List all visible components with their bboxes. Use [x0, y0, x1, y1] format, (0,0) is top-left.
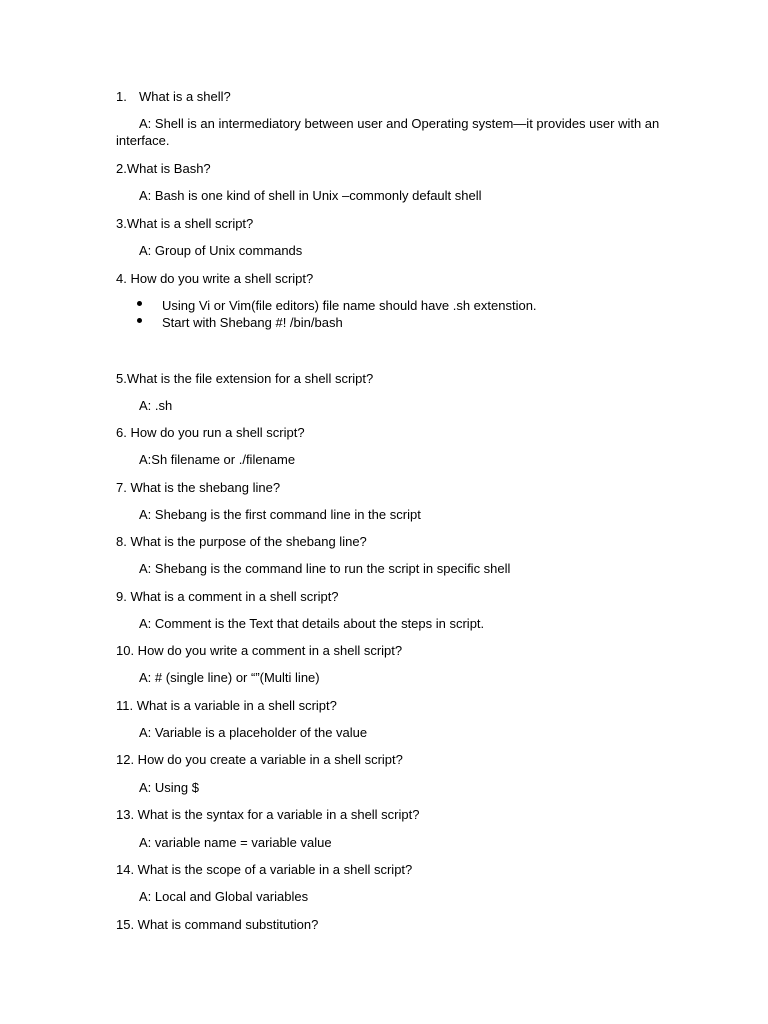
question-number: 1. [116, 89, 127, 104]
answer-text: A: Shebang is the command line to run the script in specific shell [139, 561, 511, 576]
question-text: 3.What is a shell script? [116, 216, 254, 231]
question-text: 12. How do you create a variable in a shell script? [116, 752, 403, 767]
question-text: 7. What is the shebang line? [116, 480, 281, 495]
bullet-text: Using Vi or Vim(file editors) file name should have .sh extenstion. [162, 298, 537, 313]
question-text: 5.What is the file extension for a shell script? [116, 371, 374, 386]
answer-text: A: Variable is a placeholder of the value [139, 725, 368, 740]
question-text: 2.What is Bash? [116, 161, 211, 176]
answer-text: A:Sh filename or ./filename [139, 452, 296, 467]
question-text: 15. What is command substitution? [116, 917, 319, 932]
question-text: What is a shell? [139, 89, 231, 104]
question-text: 8. What is the purpose of the shebang line? [116, 534, 367, 549]
answer-text: A: # (single line) or “”(Multi line) [139, 670, 320, 685]
question-text: 10. How do you write a comment in a shell script? [116, 643, 403, 658]
question-text: 9. What is a comment in a shell script? [116, 589, 339, 604]
bullet-icon [137, 318, 142, 323]
answer-text: A: .sh [139, 398, 173, 413]
answer-text: A: Bash is one kind of shell in Unix –commonly default shell [139, 188, 482, 203]
answer-text: A: variable name = variable value [139, 835, 332, 850]
question-text: 11. What is a variable in a shell script? [116, 698, 337, 713]
answer-text: A: Local and Global variables [139, 889, 309, 904]
answer-text: A: Shebang is the first command line in the script [139, 507, 421, 522]
question-text: 14. What is the scope of a variable in a shell script? [116, 862, 413, 877]
question-text: 6. How do you run a shell script? [116, 425, 305, 440]
answer-text: A: Group of Unix commands [139, 243, 303, 258]
answer-text: A: Comment is the Text that details about the steps in script. [139, 616, 485, 631]
bullet-icon [137, 301, 142, 306]
question-text: 13. What is the syntax for a variable in a shell script? [116, 807, 420, 822]
answer-text: A: Shell is an intermediatory between user and Operating system—it provides user with an interface. [116, 116, 660, 148]
answer-text: A: Using $ [139, 780, 199, 795]
question-text: 4. How do you write a shell script? [116, 271, 314, 286]
bullet-text: Start with Shebang #! /bin/bash [162, 315, 343, 330]
